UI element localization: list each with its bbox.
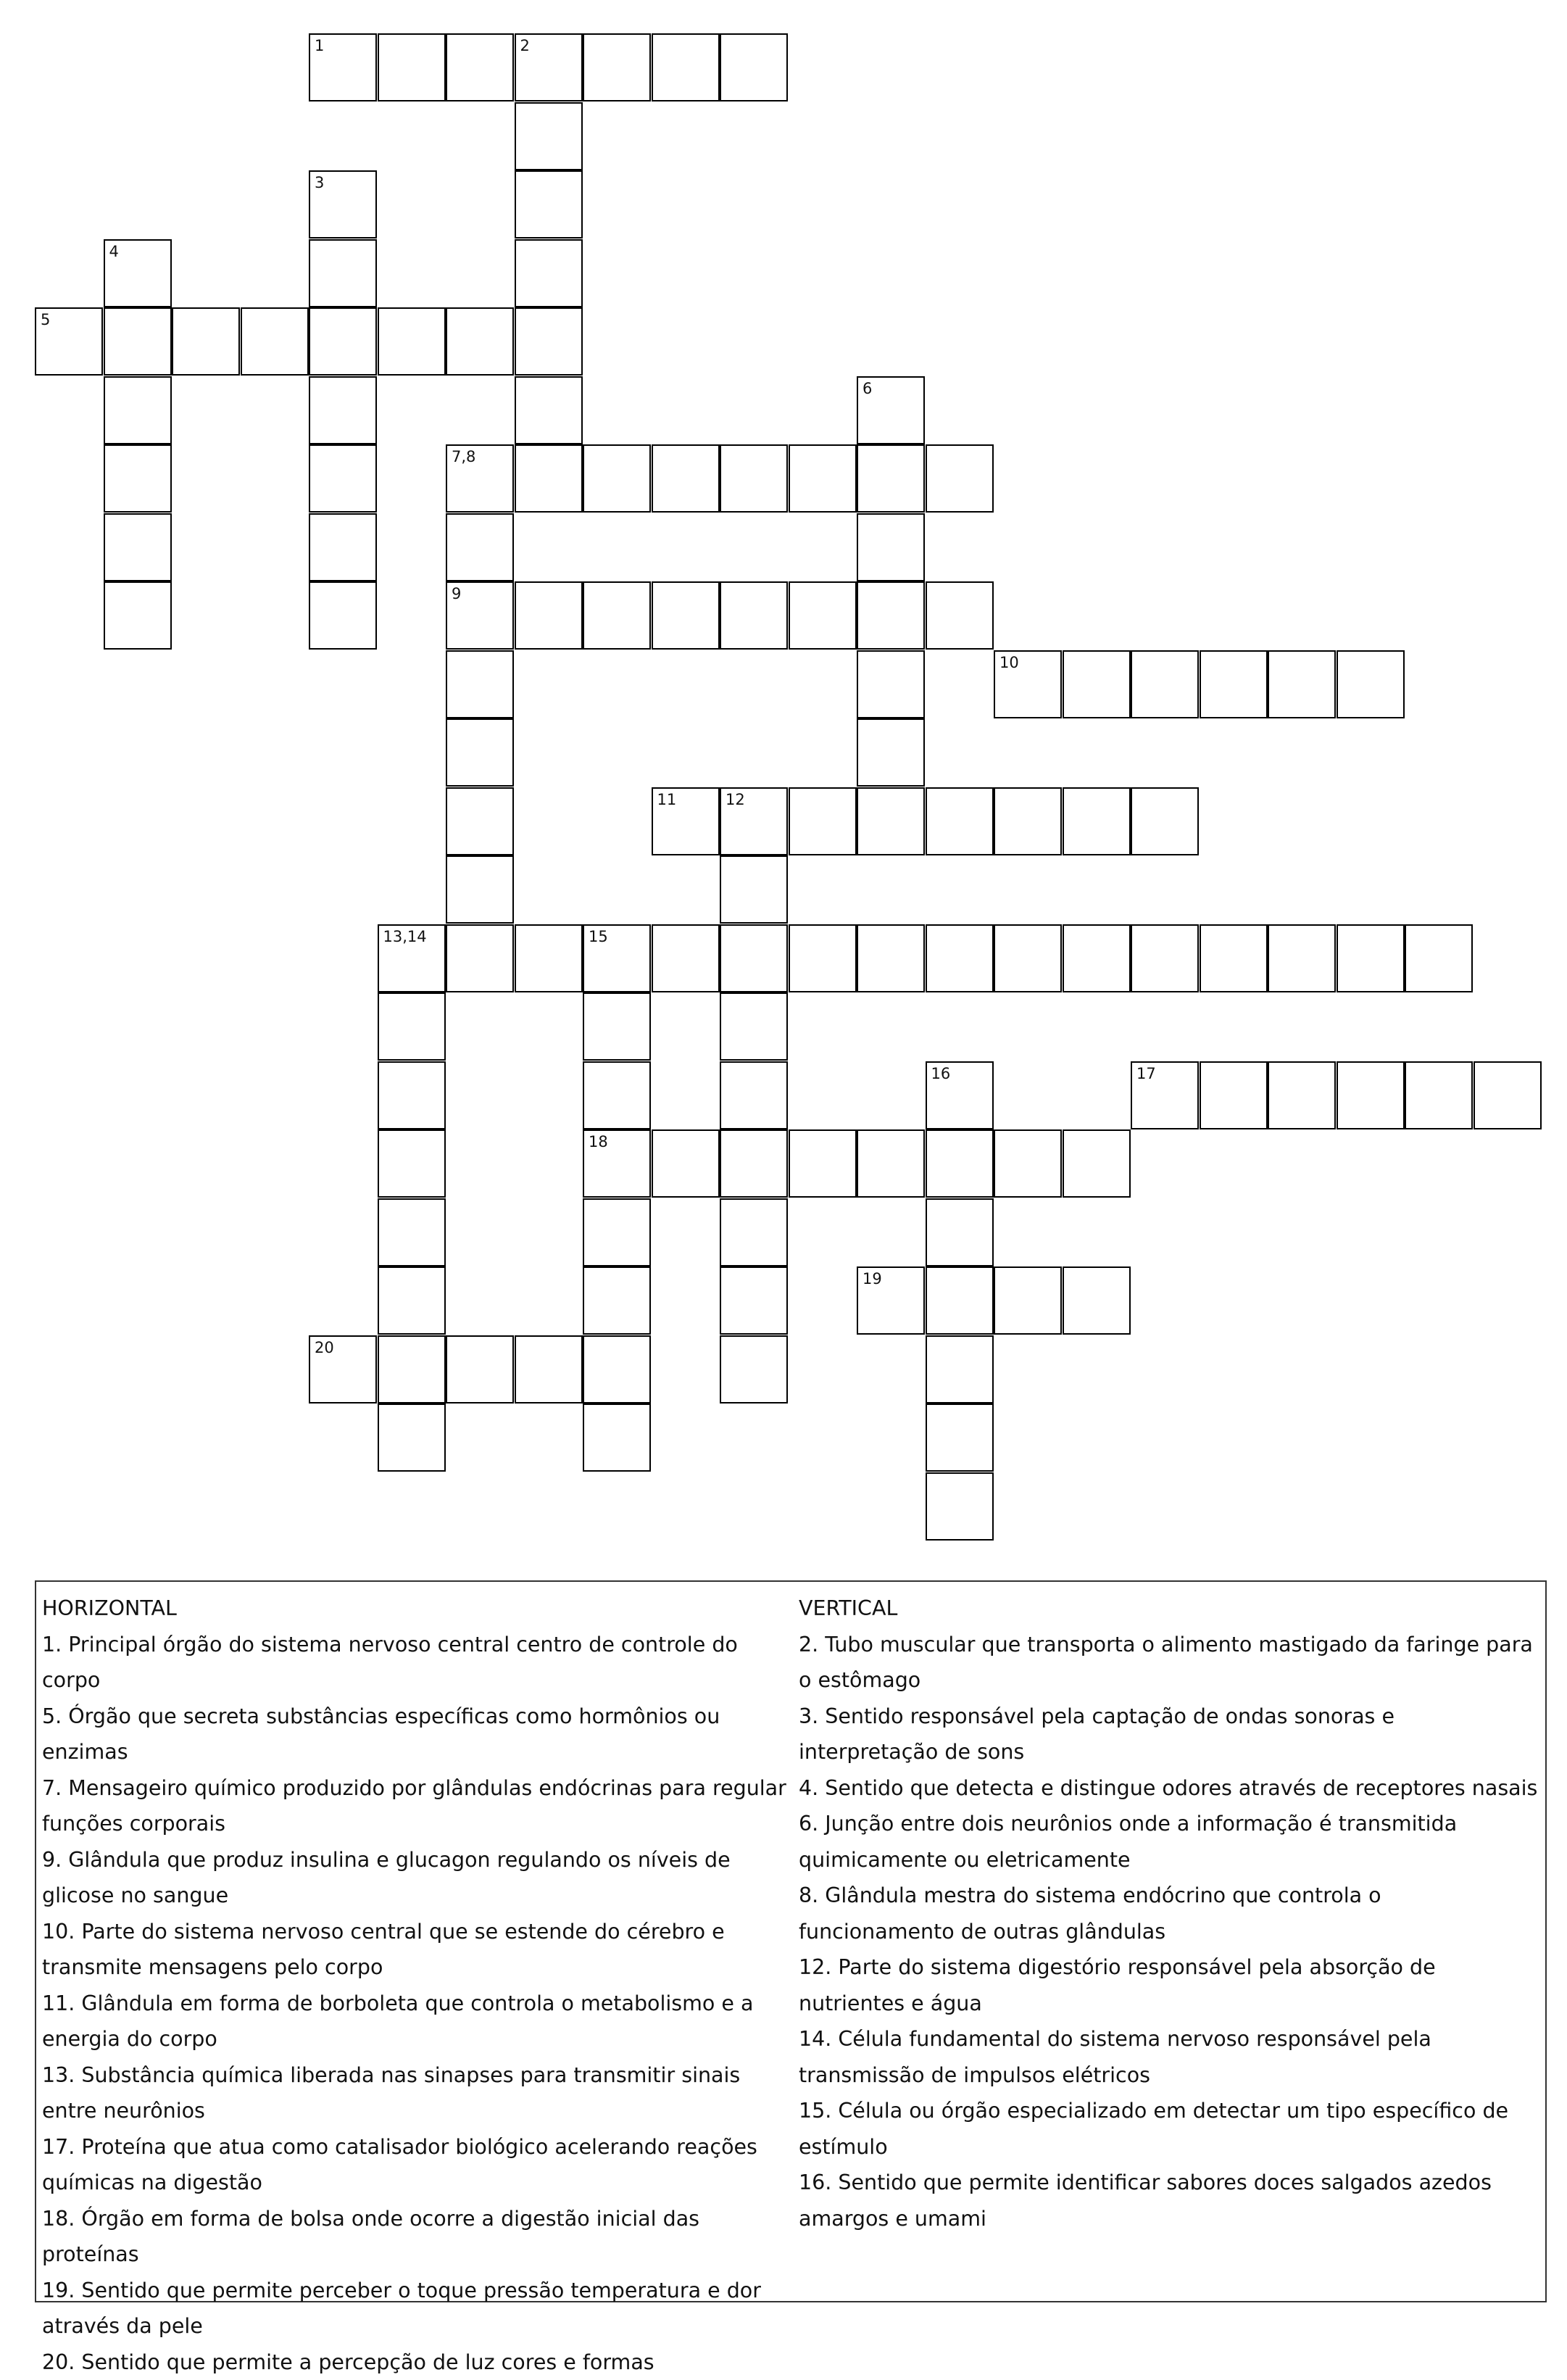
clue-vertical-4: 4. Sentido que detecta e distingue odores através de receptores nasais [799,1770,1538,1807]
crossword-cell[interactable] [1131,1061,1199,1129]
crossword-cell[interactable] [857,581,925,650]
crossword-cell[interactable] [104,513,172,581]
clue-number: 10 [999,655,1019,671]
clue-number: 6 [863,381,872,397]
crossword-cell[interactable] [583,444,651,513]
clue-horizontal-19: 19. Sentido que permite perceber o toque pressão temperatura e dor através da pele [42,2273,796,2344]
crossword-cell[interactable] [104,444,172,513]
crossword-cell[interactable] [652,787,720,855]
crossword-cell[interactable] [446,650,514,718]
crossword-cell[interactable] [241,307,309,376]
clue-horizontal-17: 17. Proteína que atua como catalisador biológico acelerando reações químicas na digestão [42,2129,796,2201]
clue-number: 12 [726,792,745,808]
crossword-cell[interactable] [720,444,788,513]
clue-vertical-6: 6. Junção entre dois neurônios onde a informação é transmitida quimicamente ou eletricamente [799,1806,1538,1878]
clue-number: 13,14 [383,929,427,945]
crossword-cell[interactable] [309,33,377,101]
crossword-cell[interactable] [378,924,446,992]
crossword-cell[interactable] [789,444,857,513]
vertical-heading: VERTICAL [799,1591,1538,1627]
crossword-cell[interactable] [515,924,583,992]
crossword-cell[interactable] [926,924,994,992]
crossword-cell[interactable] [720,992,788,1061]
crossword-cell[interactable] [652,1129,720,1198]
crossword-cell[interactable] [652,581,720,650]
crossword-cell[interactable] [515,33,583,101]
clue-horizontal-20: 20. Sentido que permite a percepção de luz cores e formas [42,2344,796,2380]
crossword-cell[interactable] [1063,787,1131,855]
crossword-cell[interactable] [104,376,172,444]
crossword-cell[interactable] [1131,650,1199,718]
clue-vertical-12: 12. Parte do sistema digestório responsável pela absorção de nutrientes e água [799,1949,1538,2021]
crossword-cell[interactable] [515,239,583,307]
crossword-cell[interactable] [1268,1061,1336,1129]
crossword-cell[interactable] [926,1472,994,1541]
crossword-cell[interactable] [104,239,172,307]
crossword-cell[interactable] [720,1266,788,1335]
clue-number: 17 [1136,1066,1156,1082]
crossword-cell[interactable] [309,513,377,581]
horizontal-heading: HORIZONTAL [42,1591,796,1627]
crossword-cell[interactable] [926,581,994,650]
clue-number: 4 [109,244,119,260]
crossword-cell[interactable] [446,33,514,101]
crossword-cell[interactable] [994,1129,1062,1198]
crossword-cell[interactable] [515,307,583,376]
crossword-cell[interactable] [1200,1061,1268,1129]
crossword-cell[interactable] [583,924,651,992]
crossword-cell[interactable] [378,33,446,101]
clue-horizontal-11: 11. Glândula em forma de borboleta que controla o metabolismo e a energia do corpo [42,1986,796,2057]
crossword-cell[interactable] [720,787,788,855]
crossword-cell[interactable] [378,1129,446,1198]
vertical-clues [799,1591,1538,2236]
crossword-cell[interactable] [583,1061,651,1129]
crossword-cell[interactable] [515,376,583,444]
crossword-cell[interactable] [857,924,925,992]
clue-number: 5 [41,312,50,328]
crossword-cell[interactable] [446,1335,514,1403]
clue-number: 20 [315,1340,334,1356]
crossword-cell[interactable] [309,1335,377,1403]
clue-number: 2 [520,38,530,54]
clue-vertical-3: 3. Sentido responsável pela captação de ondas sonoras e interpretação de sons [799,1699,1538,1770]
crossword-cell[interactable] [1131,787,1199,855]
clue-horizontal-13: 13. Substância química liberada nas sinapses para transmitir sinais entre neurônios [42,2057,796,2129]
crossword-cell[interactable] [378,1266,446,1335]
crossword-cell[interactable] [857,1129,925,1198]
crossword-cell[interactable] [789,1129,857,1198]
crossword-cell[interactable] [583,1266,651,1335]
crossword-cell[interactable] [104,581,172,650]
crossword-cell[interactable] [1200,650,1268,718]
crossword-cell[interactable] [652,444,720,513]
crossword-cell[interactable] [926,1061,994,1129]
crossword-cell[interactable] [309,307,377,376]
crossword-cell[interactable] [720,1061,788,1129]
crossword-cell[interactable] [446,513,514,581]
crossword-cell[interactable] [378,992,446,1061]
clue-horizontal-10: 10. Parte do sistema nervoso central que se estende do cérebro e transmite mensagens pelo corpo [42,1914,796,1986]
clue-number: 3 [315,175,324,191]
crossword-cell[interactable] [789,787,857,855]
crossword-cell[interactable] [1337,650,1405,718]
clue-horizontal-7: 7. Mensageiro químico produzido por glândulas endócrinas para regular funções corporais [42,1770,796,1842]
crossword-cell[interactable] [515,581,583,650]
clue-vertical-8: 8. Glândula mestra do sistema endócrino que controla o funcionamento de outras glândulas [799,1878,1538,1949]
crossword-cell[interactable] [446,718,514,787]
crossword-cell[interactable] [720,581,788,650]
crossword-cell[interactable] [309,581,377,650]
crossword-cell[interactable] [857,444,925,513]
crossword-cell[interactable] [104,307,172,376]
crossword-cell[interactable] [515,102,583,170]
crossword-cell[interactable] [926,1129,994,1198]
clue-number: 19 [863,1272,882,1287]
crossword-cell[interactable] [309,376,377,444]
crossword-cell[interactable] [720,33,788,101]
crossword-cell[interactable] [857,718,925,787]
clue-horizontal-5: 5. Órgão que secreta substâncias específicas como hormônios ou enzimas [42,1699,796,1770]
crossword-cell[interactable] [720,924,788,992]
crossword-cell[interactable] [720,1198,788,1266]
crossword-cell[interactable] [1405,924,1473,992]
crossword-cell[interactable] [172,307,240,376]
crossword-cell[interactable] [1268,924,1336,992]
crossword-cell[interactable] [35,307,103,376]
crossword-cell[interactable] [789,581,857,650]
clue-vertical-16: 16. Sentido que permite identificar sabores doces salgados azedos amargos e umami [799,2165,1538,2236]
crossword-cell[interactable] [515,1335,583,1403]
crossword-cell[interactable] [1063,650,1131,718]
crossword-cell[interactable] [857,1266,925,1335]
crossword-cell[interactable] [583,992,651,1061]
crossword-cell[interactable] [857,513,925,581]
crossword-cell[interactable] [652,33,720,101]
crossword-cell[interactable] [309,239,377,307]
crossword-cell[interactable] [1063,1129,1131,1198]
clue-number: 7,8 [452,449,475,465]
crossword-cell[interactable] [926,444,994,513]
crossword-cell[interactable] [857,650,925,718]
crossword-cell[interactable] [926,1198,994,1266]
crossword-cell[interactable] [720,1335,788,1403]
clue-vertical-2: 2. Tubo muscular que transporta o alimento mastigado da faringe para o estômago [799,1627,1538,1699]
horizontal-clues [42,1591,796,2380]
clue-number: 9 [452,586,461,602]
crossword-cell[interactable] [446,444,514,513]
crossword-cell[interactable] [1337,1061,1405,1129]
crossword-cell[interactable] [583,1403,651,1472]
crossword-cell[interactable] [1131,924,1199,992]
crossword-cell[interactable] [583,1335,651,1403]
crossword-cell[interactable] [1337,924,1405,992]
crossword-cell[interactable] [994,650,1062,718]
crossword-cell[interactable] [378,1061,446,1129]
clue-horizontal-1: 1. Principal órgão do sistema nervoso central centro de controle do corpo [42,1627,796,1699]
crossword-cell[interactable] [583,1129,651,1198]
crossword-cell[interactable] [652,924,720,992]
clue-vertical-15: 15. Célula ou órgão especializado em detectar um tipo específico de estímulo [799,2093,1538,2165]
crossword-cell[interactable] [857,787,925,855]
crossword-cell[interactable] [515,444,583,513]
crossword-cell[interactable] [926,1403,994,1472]
clue-number: 15 [589,929,608,945]
crossword-cell[interactable] [926,1335,994,1403]
crossword-cell[interactable] [789,924,857,992]
crossword-cell[interactable] [994,1266,1062,1335]
clue-number: 18 [589,1135,608,1150]
crossword-cell[interactable] [857,376,925,444]
crossword-cell[interactable] [1474,1061,1542,1129]
crossword-cell[interactable] [378,1335,446,1403]
crossword-cell[interactable] [994,787,1062,855]
clue-number: 11 [657,792,677,808]
crossword-cell[interactable] [994,924,1062,992]
crossword-cell[interactable] [583,581,651,650]
crossword-cell[interactable] [446,924,514,992]
clue-number: 16 [931,1066,951,1082]
crossword-cell[interactable] [446,855,514,924]
crossword-cell[interactable] [1063,924,1131,992]
crossword-cell[interactable] [446,787,514,855]
crossword-cell[interactable] [378,1198,446,1266]
crossword-cell[interactable] [1063,1266,1131,1335]
crossword-cell[interactable] [1200,924,1268,992]
crossword-cell[interactable] [720,1129,788,1198]
crossword-cell[interactable] [309,444,377,513]
crossword-cell[interactable] [583,33,651,101]
crossword-cell[interactable] [515,170,583,239]
crossword-cell[interactable] [446,307,514,376]
clue-horizontal-18: 18. Órgão em forma de bolsa onde ocorre a digestão inicial das proteínas [42,2201,796,2273]
crossword-cell[interactable] [446,581,514,650]
crossword-cell[interactable] [1405,1061,1473,1129]
clue-number: 1 [315,38,324,54]
crossword-cell[interactable] [720,855,788,924]
crossword-cell[interactable] [309,170,377,239]
crossword-cell[interactable] [926,787,994,855]
crossword-cell[interactable] [926,1266,994,1335]
crossword-cell[interactable] [378,307,446,376]
clues-box [35,1580,1547,2302]
clue-vertical-14: 14. Célula fundamental do sistema nervoso responsável pela transmissão de impulsos elétricos [799,2021,1538,2093]
crossword-cell[interactable] [1268,650,1336,718]
clue-horizontal-9: 9. Glândula que produz insulina e glucagon regulando os níveis de glicose no sangue [42,1842,796,1914]
crossword-cell[interactable] [583,1198,651,1266]
crossword-cell[interactable] [378,1403,446,1472]
